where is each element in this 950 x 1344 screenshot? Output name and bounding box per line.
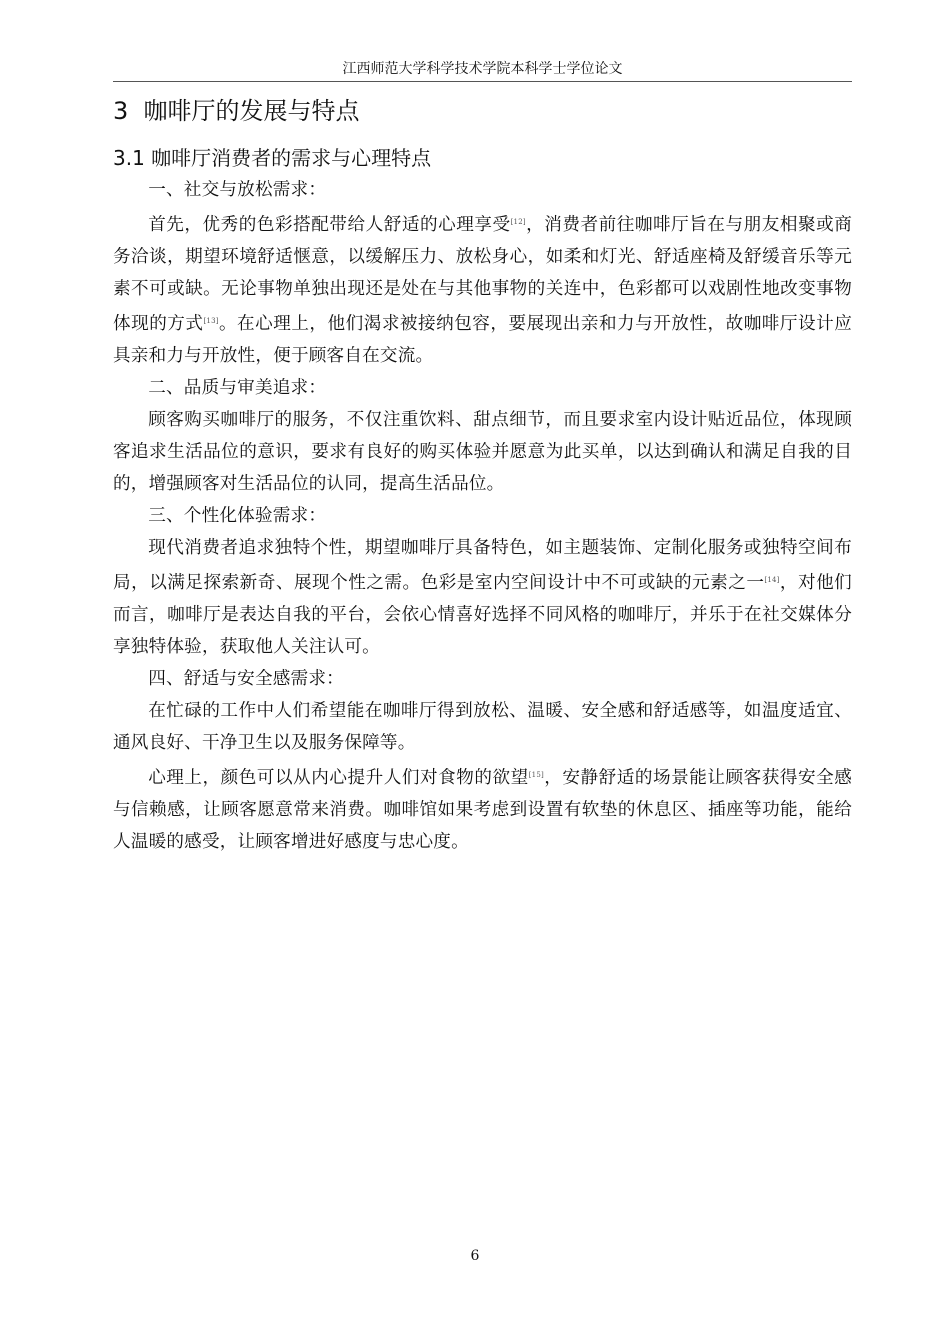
subheading-comfort: 四、舒适与安全感需求： <box>148 669 344 689</box>
subheading-quality: 二、品质与审美追求： <box>148 378 327 398</box>
text: 现代消费者追求独特个性，期望咖啡厅具备特色，如主题装饰、定制化服务或独特空间布局，以满足探索新奇、展现个性之需。色彩是室内空间设计中不可或缺的元素之一 <box>113 538 852 593</box>
text: 心理上，颜色可以从内心提升人们对食物的欲望 <box>148 768 529 788</box>
citation: [14] <box>764 576 780 584</box>
subheading-personalized: 三、个性化体验需求： <box>148 506 327 526</box>
paragraph <box>113 759 852 858</box>
text: 。在心理上，他们渴求被接纳包容，要展现出亲和力与开放性，故咖啡厅设计应具亲和力与开放性，便于顾客自在交流。 <box>113 314 852 366</box>
paragraph <box>113 532 852 663</box>
text: ，消费者前往咖啡厅旨在与朋友相聚或商务洽谈，期望环境舒适惬意，以缓解压力、放松身心，如柔和灯光、舒适座椅及舒缓音乐等元素不可或缺。无论事物单独出现还是处在与其他事物的关连中，色彩都可以戏剧性地改变事物体现的方式 <box>113 215 852 334</box>
page-number: 6 <box>470 1248 480 1264</box>
paragraph <box>113 206 852 372</box>
paragraph: 在忙碌的工作中人们希望能在咖啡厅得到放松、温暖、安全感和舒适感等，如温度适宜、通风良好、干净卫生以及服务保障等。 <box>113 701 852 753</box>
citation: [13] <box>203 317 219 325</box>
text: ，安静舒适的场景能让顾客获得安全感与信赖感，让顾客愿意常来消费。咖啡馆如果考虑到设置有软垫的休息区、插座等功能，能给人温暖的感受，让顾客增进好感度与忠心度。 <box>113 768 852 852</box>
section-title: 3.1 咖啡厅消费者的需求与心理特点 <box>113 146 432 170</box>
citation: [15] <box>528 771 544 779</box>
page-header: 江西师范大学科学技术学院本科学士学位论文 <box>342 61 623 77</box>
text: ，对他们而言，咖啡厅是表达自我的平台，会依心情喜好选择不同风格的咖啡厅，并乐于在社交媒体分享独特体验，获取他人关注认可。 <box>113 573 852 657</box>
citation: [12] <box>510 218 526 226</box>
text: 首先，优秀的色彩搭配带给人舒适的心理享受 <box>148 215 511 235</box>
page-body <box>113 92 852 858</box>
paragraph: 顾客购买咖啡厅的服务，不仅注重饮料、甜点细节，而且要求室内设计贴近品位，体现顾客追求生活品位的意识，要求有良好的购买体验并愿意为此买单，以达到确认和满足自我的目的，增强顾客对生活品位的认同，提高生活品位。 <box>113 410 852 494</box>
header-rule <box>113 81 852 82</box>
subheading-social: 一、社交与放松需求： <box>148 180 327 200</box>
chapter-title: 3 咖啡厅的发展与特点 <box>113 97 360 125</box>
